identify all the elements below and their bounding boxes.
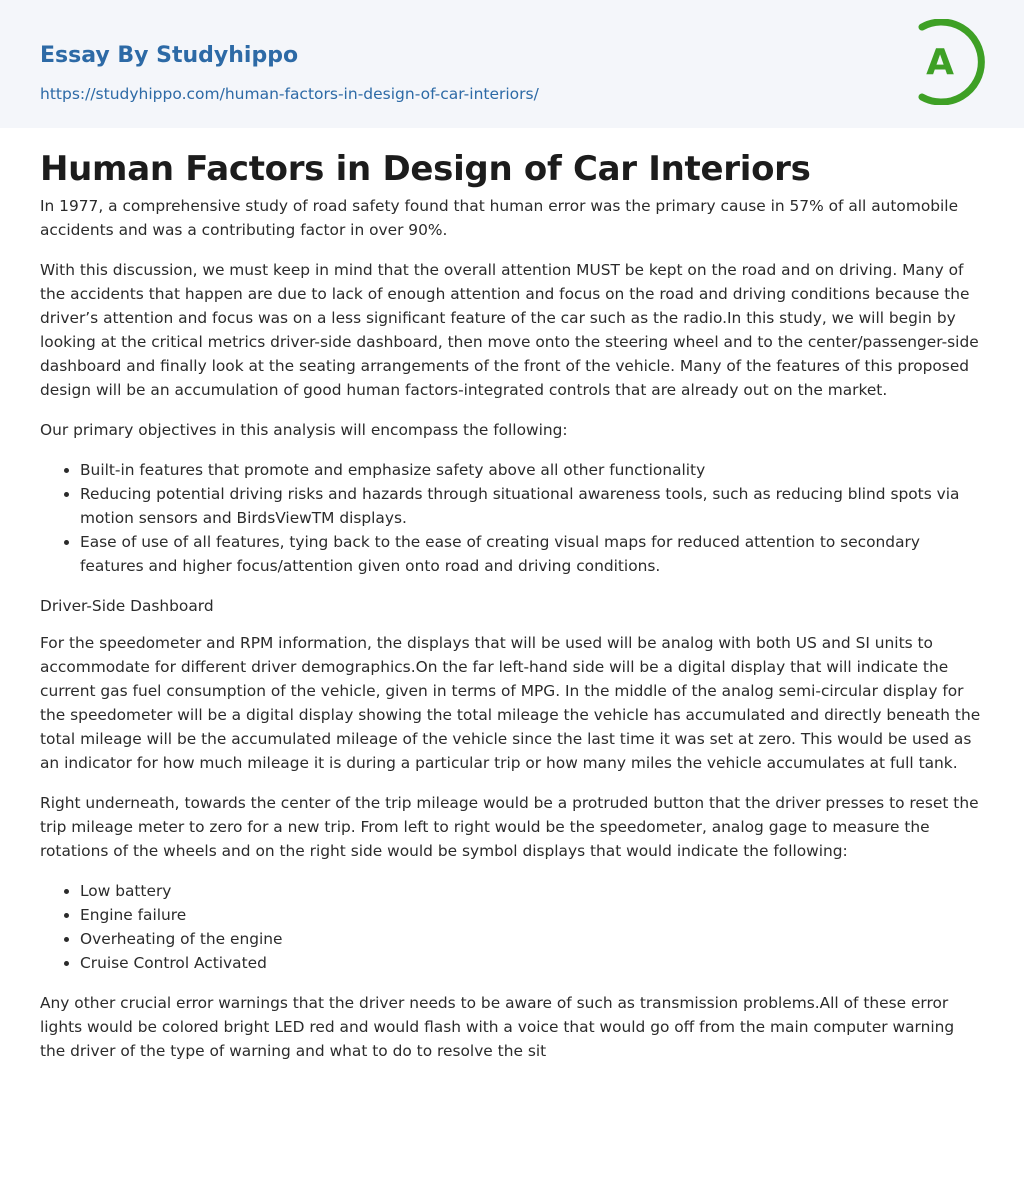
list-item: • Engine failure [80, 903, 984, 927]
objectives-list [40, 458, 984, 578]
site-header [0, 0, 1024, 128]
paragraph-discussion: With this discussion, we must keep in mind that the overall attention MUST be kept on the road and on driving. Many of the accidents that happen are due to lack of enough attention and focus on the road and driving conditions because the driver’s attention and focus was on a less significant feature of the car such as the radio.In this study, we will begin by looking at the critical metrics driver-side dashboard, then move onto the steering wheel and to the center/passenger-side dashboard and finally look at the seating arrangements of the front of the vehicle. Many of the features of this proposed design will be an accumulation of good human factors-integrated controls that are already out on the market. [40, 261, 979, 399]
section-heading: Driver-Side Dashboard [40, 597, 214, 615]
brand-title[interactable]: Essay By Studyhippo [40, 43, 299, 68]
list-item: • Cruise Control Activated [80, 951, 984, 975]
paragraph-trip-reset: Right underneath, towards the center of the trip mileage would be a protruded button that the driver presses to reset the trip mileage meter to zero for a new trip. From left to right would be the speedometer, analog gage to measure the rotations of the wheels and on the right side would be symbol displays that would indicate the following: [40, 794, 979, 860]
paragraph-speedometer: For the speedometer and RPM information, the displays that will be used will be analog with both US and SI units to accommodate for different driver demographics.On the far left-hand side will be a digital display that will indicate the current gas fuel consumption of the vehicle, given in terms of MPG. In the middle of the analog semi-circular display for the speedometer will be a digital display showing the total mileage the vehicle has accumulated and directly beneath the total mileage will be the accumulated mileage of the vehicle since the last time it was set at zero. This would be used as an indicator for how much mileage it is during a particular trip or how many miles the vehicle accumulates at full tank. [40, 634, 981, 772]
logo-letter: A [926, 42, 954, 83]
warnings-list [40, 879, 984, 975]
list-item: • Reducing potential driving risks and hazards through situational awareness tools, such as reducing blind spots via motion sensors and BirdsViewTM displays. [80, 482, 984, 530]
source-url-link[interactable]: https://studyhippo.com/human-factors-in-design-of-car-interiors/ [40, 85, 539, 103]
list-item: • Overheating of the engine [80, 927, 984, 951]
article-title: Human Factors in Design of Car Interiors [40, 149, 811, 189]
list-item: • Ease of use of all features, tying back to the ease of creating visual maps for reduced attention to secondary features and higher focus/attention given onto road and driving conditions. [80, 530, 984, 578]
paragraph-intro: In 1977, a comprehensive study of road safety found that human error was the primary cause in 57% of all automobile accidents and was a contributing factor in over 90%. [40, 197, 959, 239]
paragraph-error-warnings: Any other crucial error warnings that the driver needs to be aware of such as transmission problems.All of these error lights would be colored bright LED red and would flash with a voice that would go off from the main computer warning the driver of the type of warning and what to do to resolve the sit [40, 994, 955, 1060]
list-item: • Low battery [80, 879, 984, 903]
paragraph-objectives-intro: Our primary objectives in this analysis will encompass the following: [40, 421, 568, 439]
article-body [0, 148, 1024, 1063]
list-item: • Built-in features that promote and emphasize safety above all other functionality [80, 458, 984, 482]
studyhippo-logo-icon[interactable] [914, 19, 986, 105]
